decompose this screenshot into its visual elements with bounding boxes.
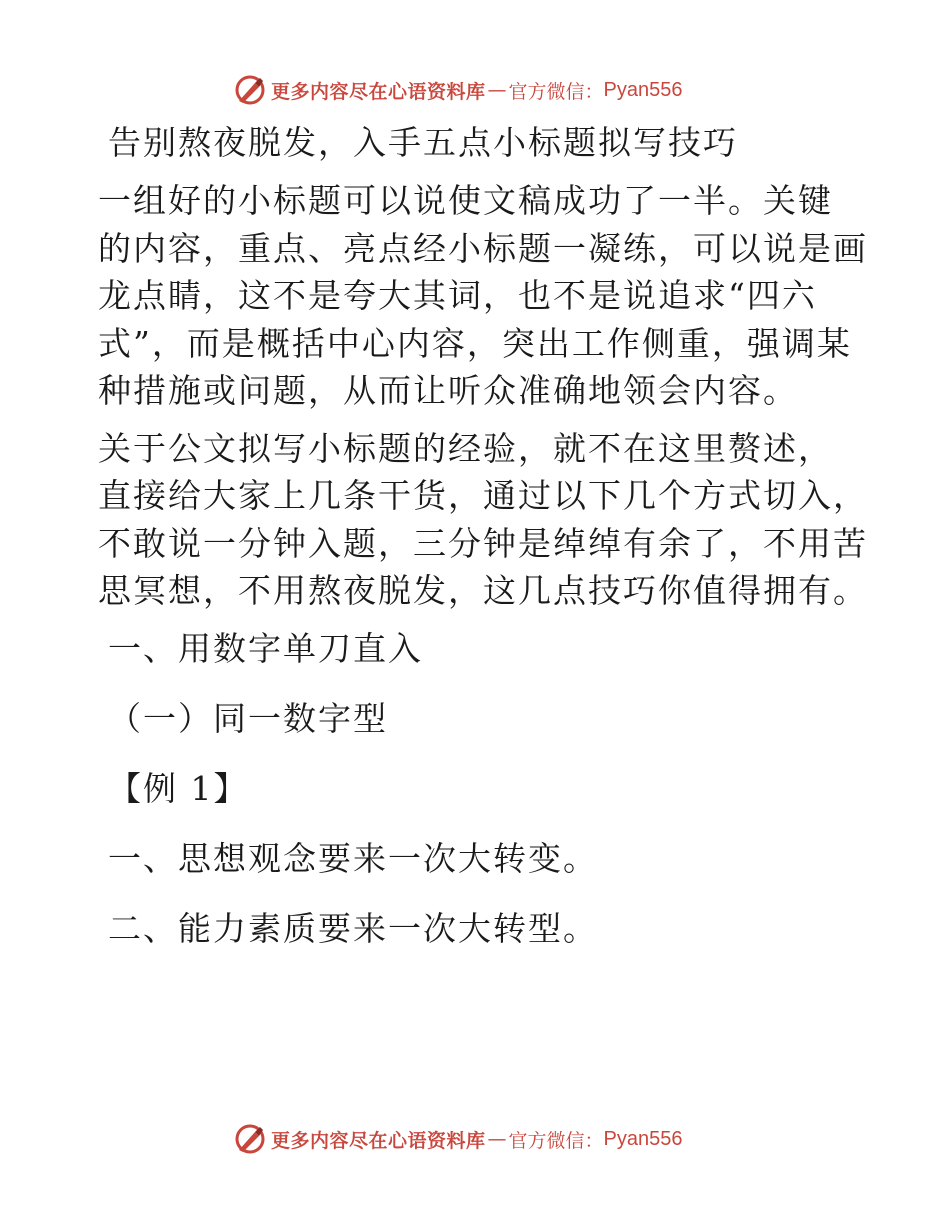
pen-logo-icon [233, 73, 267, 107]
banner-wechat-id: Pyan556 [603, 1127, 683, 1150]
pen-logo-icon [233, 1122, 267, 1156]
banner-wechat-id: Pyan556 [603, 78, 683, 101]
example-label: 【例 1】 [108, 768, 249, 808]
subsection-heading: （一）同一数字型 [108, 698, 388, 738]
paragraph-line: 的内容，重点、亮点经小标题一凝练，可以说是画 [98, 228, 868, 268]
banner-wechat-label: 官方微信： [508, 80, 604, 103]
banner-wechat-label: 官方微信： [508, 1129, 604, 1152]
document-title: 告别熬夜脱发，入手五点小标题拟写技巧 [108, 123, 738, 162]
paragraph-intro [98, 180, 868, 418]
banner-dash: — [487, 79, 507, 101]
banner-dash: — [487, 1128, 507, 1150]
paragraph-line: 式”，而是概括中心内容，突出工作侧重，强调某 [98, 323, 852, 363]
paragraph-line: 种措施或问题，从而让听众准确地领会内容。 [98, 371, 798, 410]
paragraph-line: 一组好的小标题可以说使文稿成功了一半。关键 [98, 181, 833, 220]
banner-text: 更多内容尽在心语资料库 [271, 1129, 486, 1152]
footer-banner [233, 1119, 683, 1159]
document-body [98, 122, 868, 978]
header-banner [233, 70, 683, 110]
section-heading: 一、用数字单刀直入 [108, 628, 423, 668]
paragraph-line: 龙点睛，这不是夸大其词，也不是说追求“四六 [98, 276, 817, 315]
example-item: 一、思想观念要来一次大转变。 [108, 838, 598, 878]
paragraph-line: 思冥想，不用熬夜脱发，这几点技巧你值得拥有。 [98, 571, 868, 610]
banner-text: 更多内容尽在心语资料库 [271, 80, 486, 103]
example-item: 二、能力素质要来一次大转型。 [108, 908, 598, 948]
paragraph-line: 关于公文拟写小标题的经验，就不在这里赘述， [98, 428, 833, 468]
paragraph-experience [98, 428, 868, 618]
paragraph-line: 不敢说一分钟入题，三分钟是绰绰有余了，不用苦 [98, 523, 868, 563]
paragraph-line: 直接给大家上几条干货，通过以下几个方式切入， [98, 476, 868, 515]
